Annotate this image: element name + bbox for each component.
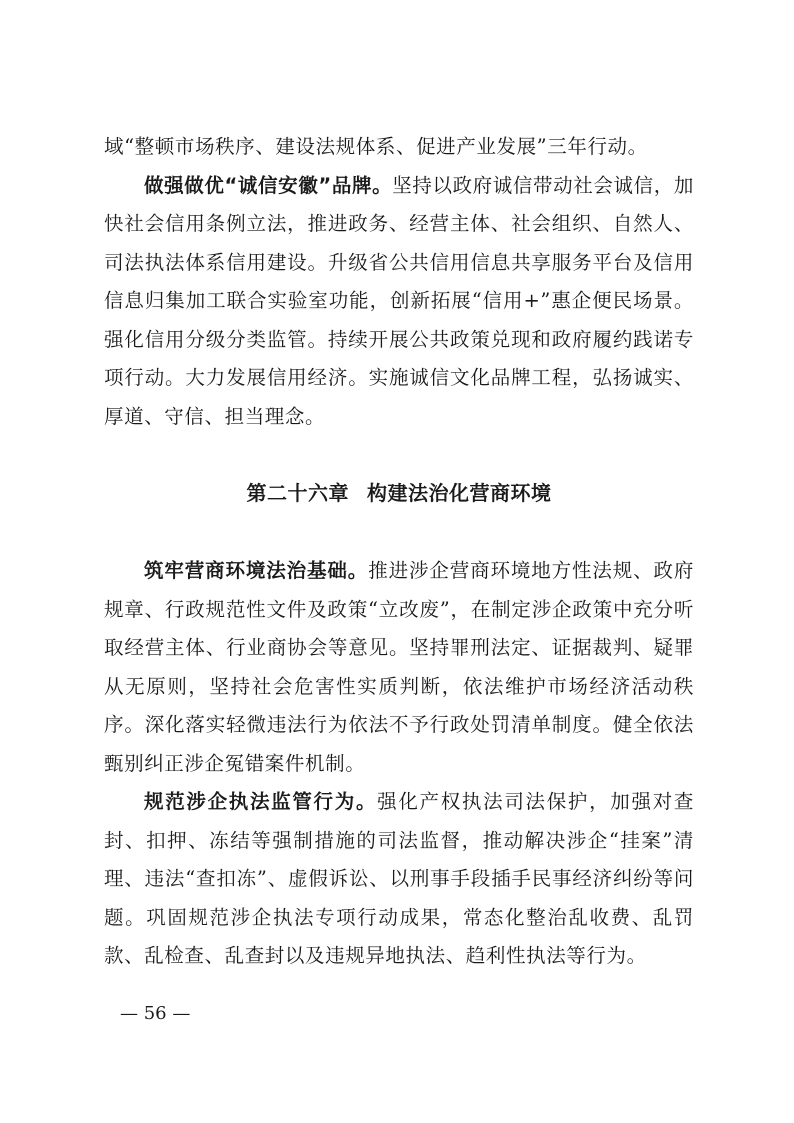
paragraph-enforcement-regulation	[104, 783, 694, 976]
paragraph-continuation	[104, 128, 694, 167]
paragraph-text: 强化产权执法司法保护，加强对查封、扣押、冻结等强制措施的司法监督，推动解决涉企“挂案”清理、违法“查扣冻”、虚假诉讼、以刑事手段插手民事经济纠纷等问题。巩固规范涉企执法专项行动成果，常态化整治乱收费、乱罚款、乱检查、乱查封以及违规异地执法、趋利性执法等行为。	[104, 790, 694, 967]
chapter-heading	[104, 478, 694, 508]
page-number: — 56 —	[120, 1003, 191, 1024]
chapter-title: 构建法治化营商环境	[367, 481, 552, 505]
paragraph-lead: 筑牢营商环境法治基础。	[144, 559, 369, 582]
paragraph-lead: 规范涉企执法监管行为。	[144, 790, 378, 813]
document-body	[104, 128, 694, 976]
paragraph-text: 域“整顿市场秩序、建设法规体系、促进产业发展”三年行动。	[104, 135, 648, 158]
paragraph-lead: 做强做优“诚信安徽”品牌。	[144, 173, 393, 197]
paragraph-text: 坚持以政府诚信带动社会诚信，加快社会信用条例立法，推进政务、经营主体、社会组织、自然人、司法执法体系信用建设。升级省公共信用信息共享服务平台及信用信息归集加工联合实验室功能，创新拓展“信用+”惠企便民场景。强化信用分级分类监管。持续开展公共政策兑现和政府履约践诺专项行动。大力发展信用经济。实施诚信文化品牌工程，弘扬诚实、厚道、守信、担当理念。	[104, 173, 694, 428]
paragraph-text: 推进涉企营商环境地方性法规、政府规章、行政规范性文件及政策“立改废”，在制定涉企政策中充分听取经营主体、行业商协会等意见。坚持罪刑法定、证据裁判、疑罪从无原则，坚持社会危害性实质判断，依法维护市场经济活动秩序。深化落实轻微违法行为依法不予行政处罚清单制度。健全依法甄别纠正涉企冤错案件机制。	[104, 559, 694, 775]
chapter-number: 第二十六章	[246, 481, 349, 505]
paragraph-legal-foundation	[104, 552, 694, 783]
paragraph-credit-anhui	[104, 167, 694, 437]
